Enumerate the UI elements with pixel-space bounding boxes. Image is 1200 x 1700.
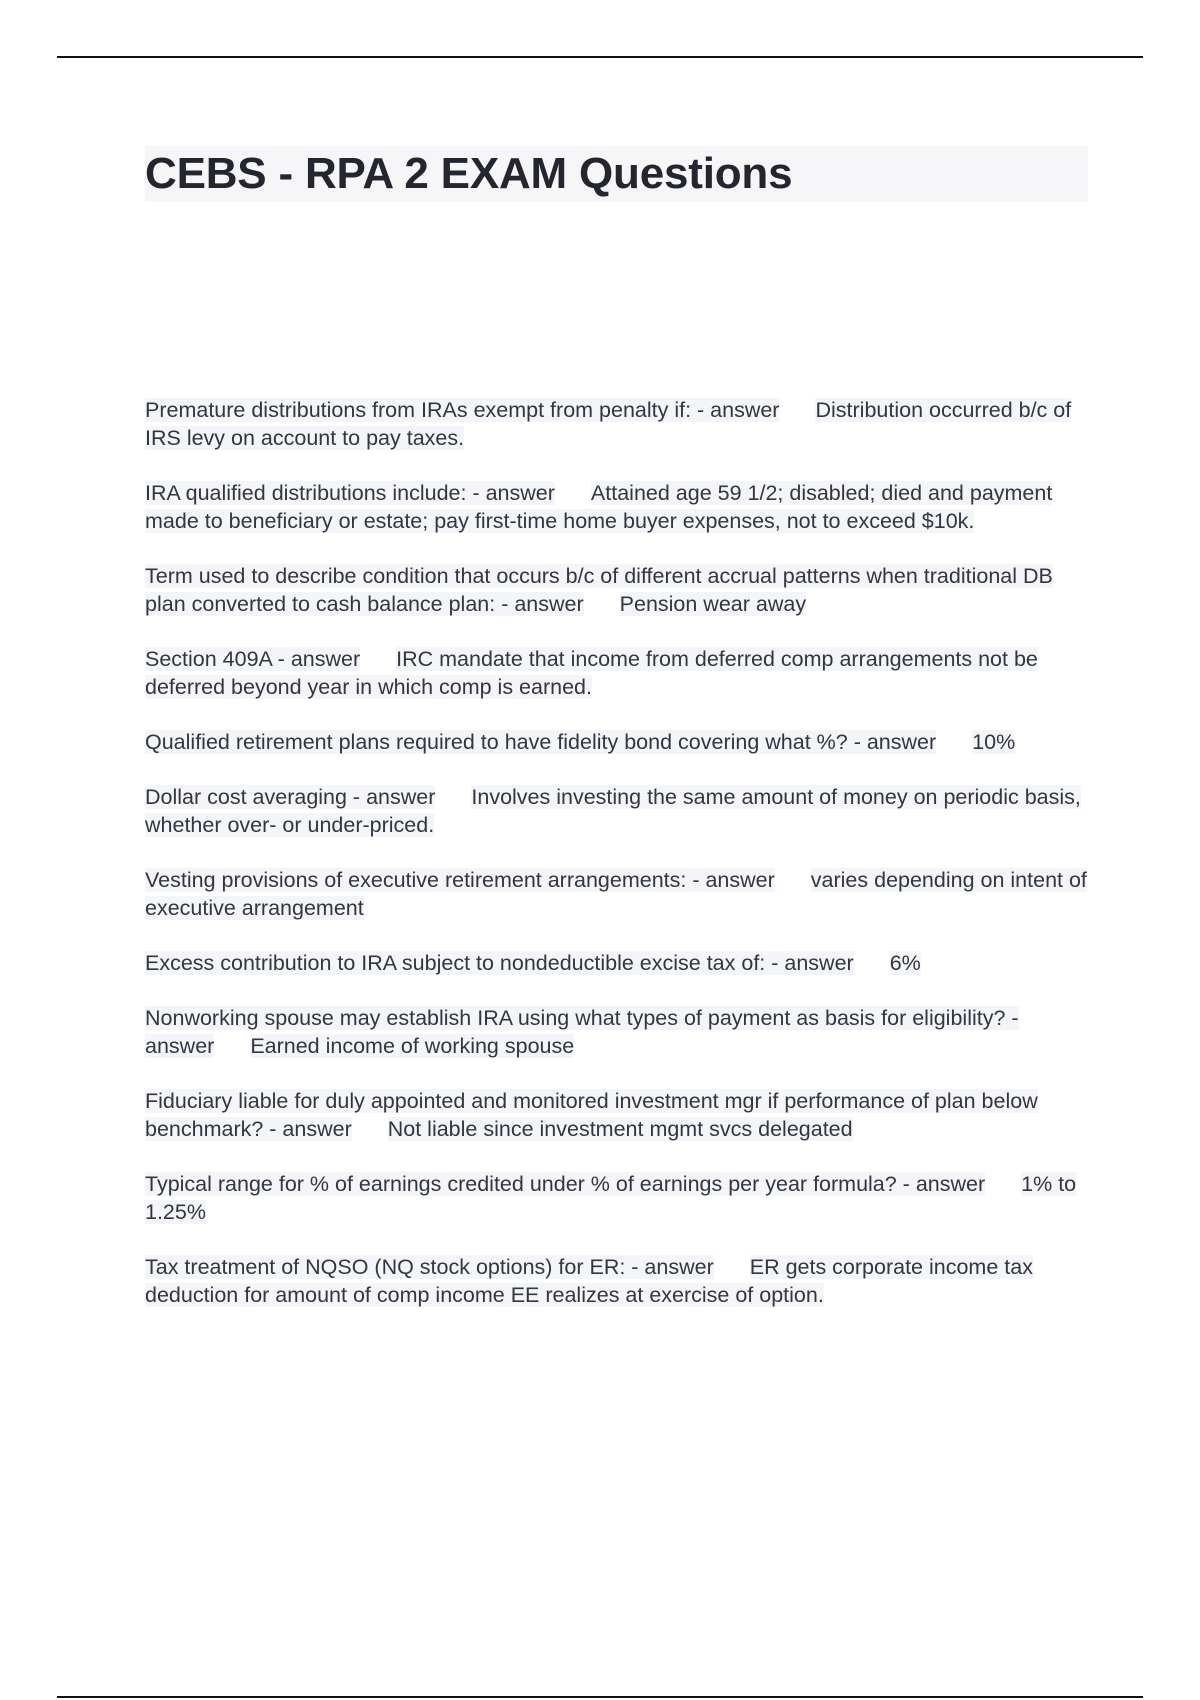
qa-item [145, 866, 1088, 922]
question-text: Tax treatment of NQSO (NQ stock options) for ER: - answer [145, 1255, 714, 1279]
qa-item [145, 1170, 1088, 1226]
answer-text: Not liable since investment mgmt svcs delegated [387, 1117, 853, 1141]
qa-item [145, 1087, 1088, 1143]
qa-item [145, 479, 1088, 535]
qa-item [145, 562, 1088, 618]
top-rule [57, 56, 1143, 58]
question-text: Fiduciary liable for duly appointed and monitored investment mgr if performance of plan below benchmark? - answer [145, 1089, 1038, 1141]
qa-item [145, 396, 1088, 452]
qa-item [145, 645, 1088, 701]
answer-text: Distribution occurred b/c of IRS levy on account to pay taxes. [145, 398, 1072, 450]
qa-item [145, 728, 1088, 756]
qa-item [145, 1004, 1088, 1060]
question-text: Qualified retirement plans required to have fidelity bond covering what %? - answer [145, 730, 937, 754]
question-text: Nonworking spouse may establish IRA using what types of payment as basis for eligibility? - answer [145, 1006, 1019, 1058]
answer-text: 1% to 1.25% [145, 1172, 1077, 1224]
question-text: Typical range for % of earnings credited under % of earnings per year formula? - answer [145, 1172, 986, 1196]
question-text: IRA qualified distributions include: - answer [145, 481, 555, 505]
qa-item [145, 783, 1088, 839]
answer-text: 6% [889, 951, 921, 975]
answer-text: varies depending on intent of executive arrangement [145, 868, 1087, 920]
answer-text: ER gets corporate income tax deduction for amount of comp income EE realizes at exercise of option. [145, 1255, 1033, 1307]
answer-text: Earned income of working spouse [250, 1034, 575, 1058]
answer-text: IRC mandate that income from deferred comp arrangements not be deferred beyond year in which comp is earned. [145, 647, 1038, 699]
question-text: Excess contribution to IRA subject to nondeductible excise tax of: - answer [145, 951, 854, 975]
answer-text: Involves investing the same amount of money on periodic basis, whether over- or under-priced. [145, 785, 1081, 837]
question-text: Term used to describe condition that occurs b/c of different accrual patterns when traditional DB plan converted to cash balance plan: - answer [145, 564, 1053, 616]
qa-item [145, 949, 1088, 977]
question-text: Section 409A - answer [145, 647, 361, 671]
question-text: Vesting provisions of executive retirement arrangements: - answer [145, 868, 775, 892]
answer-text: Pension wear away [619, 592, 807, 616]
qa-item [145, 1253, 1088, 1309]
bottom-rule [57, 1696, 1143, 1698]
answer-text: 10% [972, 730, 1016, 754]
question-text: Premature distributions from IRAs exempt from penalty if: - answer [145, 398, 780, 422]
answer-text: Attained age 59 1/2; disabled; died and payment made to beneficiary or estate; pay first-time home buyer expenses, not to exceed $10k. [145, 481, 1053, 533]
qa-list [145, 396, 1088, 1336]
question-text: Dollar cost averaging - answer [145, 785, 436, 809]
document-title: CEBS - RPA 2 EXAM Questions [145, 146, 1088, 202]
